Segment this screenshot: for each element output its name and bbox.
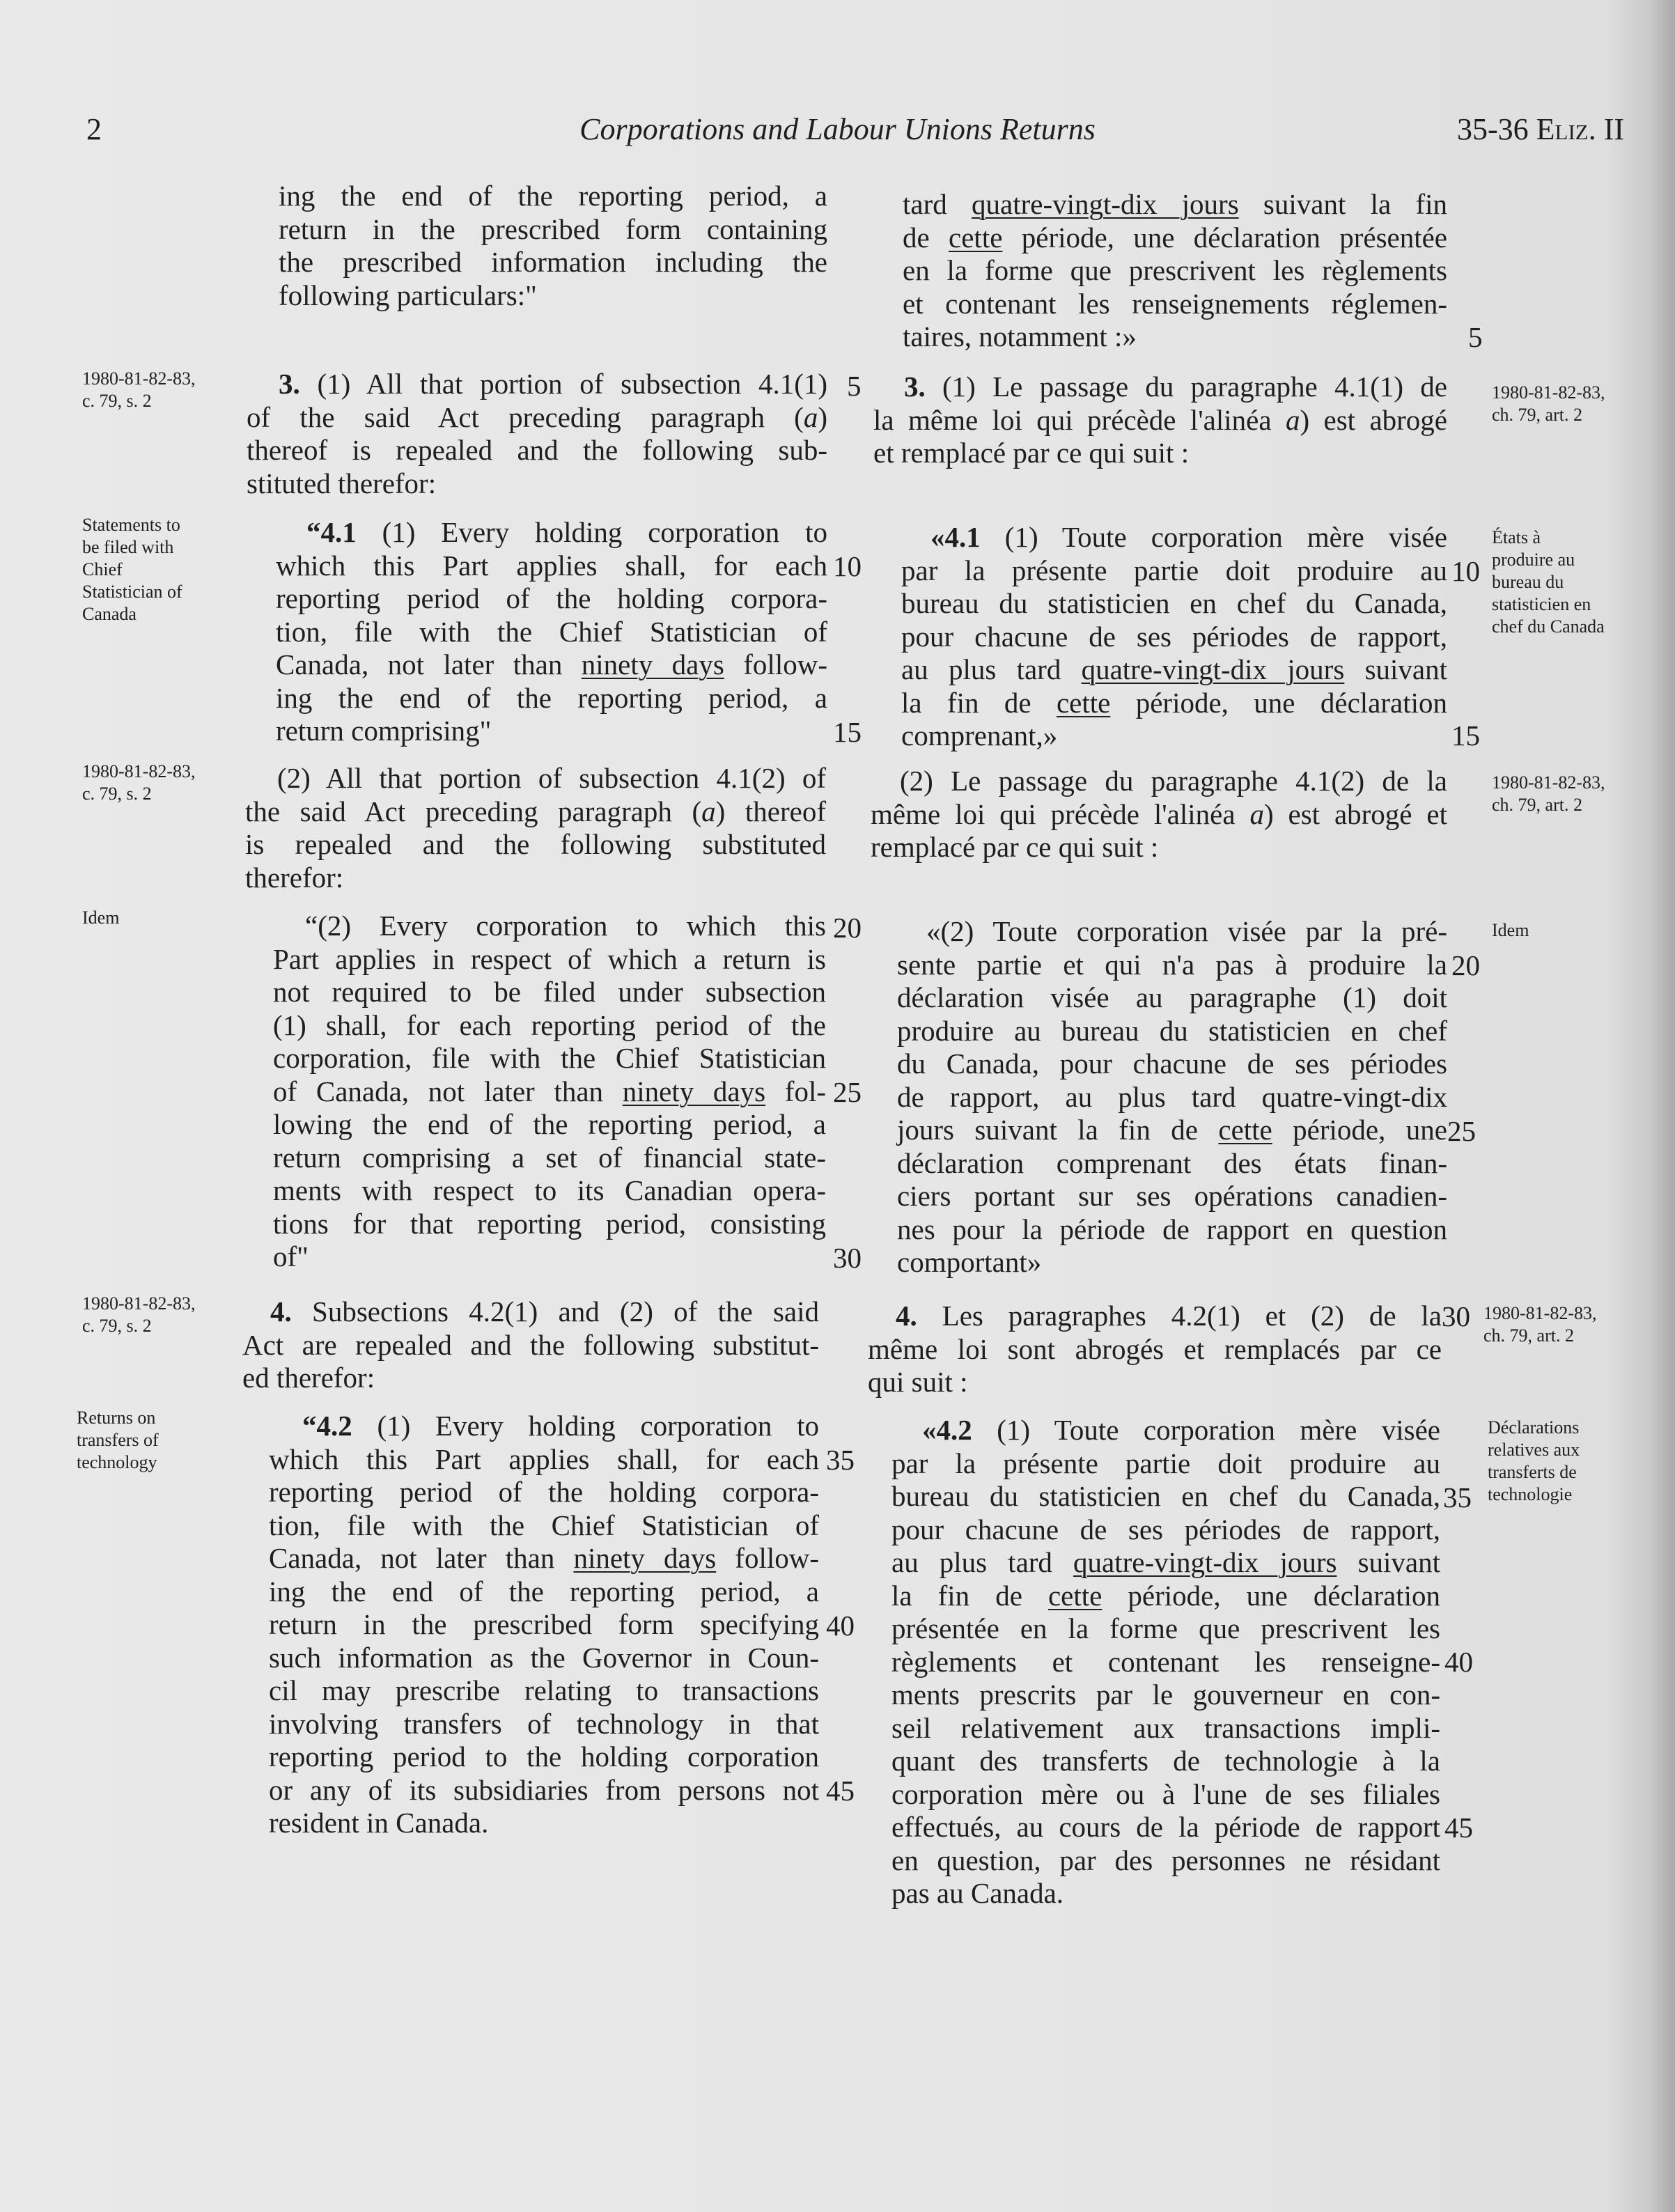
fr-section-4: 4. Les paragraphes 4.2(1) et (2) de la même loi sont abrogés et remplacés par ce qui suit :: [868, 1300, 1442, 1398]
fr-margin-note-4: 1980-81-82-83, ch. 79, art. 2: [1483, 1303, 1597, 1346]
line-number: 10: [1451, 555, 1480, 587]
line-number: 35: [826, 1444, 855, 1476]
running-title: Corporations and Labour Unions Returns: [579, 112, 1096, 146]
line-number: 20: [1451, 949, 1480, 981]
text-line: the prescribed information including the: [279, 246, 827, 278]
en-margin-note-4-1: Statements to be filed with Chief Statistician of Canada: [82, 515, 182, 624]
regnal-year: 35-36 Eliz. II: [1457, 112, 1625, 146]
fr-margin-note-4-1: États à produire au bureau du statisticien en chef du Canada: [1492, 527, 1605, 637]
en-intro-text: [279, 180, 827, 312]
section-number: «4.1: [930, 521, 981, 553]
text-line: ing the end of the reporting period, a: [279, 180, 827, 212]
fr-intro-text: tard quatre-vingt-dix jours suivant la fin de cette période, une déclaration présentée en la forme que prescrivent les règlements et contenant les renseignements réglemen- taires, notamment :»: [903, 188, 1448, 352]
line-number: 40: [826, 1610, 855, 1642]
fr-margin-note-3-1: 1980-81-82-83, ch. 79, art. 2: [1492, 382, 1605, 425]
line-number: 35: [1443, 1481, 1472, 1513]
en-section-4-1-2: “(2) Every corporation to which this Part applies in respect of which a return is not required to be filed under subsection (1) shall, for each reporting period of the corporation, file with the Chief Statistician of Canada, not later than ninety days fol- lowing the end of the reporting period, a return comprising a set of financial state- ments with respect to its Canadian opera- tions for that reporting period, consisting of": [273, 910, 827, 1272]
en-section-4: 4. Subsections 4.2(1) and (2) of the said Act are repealed and the following substitut- ed therefor:: [242, 1295, 819, 1394]
line-number: 45: [1444, 1812, 1473, 1844]
section-number: 4.: [270, 1295, 292, 1327]
line-number: 10: [833, 550, 862, 582]
en-section-4-2: “4.2 (1) Every holding corporation to which this Part applies shall, for each reporting period of the holding corpora- tion, file with the Chief Statistician of Canada, not later than ninety days follow- ing the end of the reporting period, a return in the prescribed form specifying such information as the Governor in Coun- cil may prescribe relating to transactions involving transfers of technology in that reporting period to the holding corporation or any of its subsidiaries from persons not resident in Canada.: [269, 1410, 819, 1839]
text-line: following particulars:": [279, 279, 537, 311]
fr-margin-note-3-2: 1980-81-82-83, ch. 79, art. 2: [1492, 772, 1605, 815]
line-number: 5: [1468, 321, 1483, 353]
text-line: thereof is repealed and the following sub-: [247, 434, 827, 466]
en-section-3-2: (2) All that portion of subsection 4.1(2) of the said Act preceding paragraph (a) thereof is repealed and the following substituted therefor:: [245, 762, 826, 894]
fr-section-4-2: «4.2 (1) Toute corporation mère visée par la présente partie doit produire au bureau du statisticien en chef du Canada, pour chacune de ses périodes de rapport, au plus tard quatre-vingt-dix jours suivant la fin de cette période, une déclaration présentée en la forme que prescrivent les règlements et contenant les renseigne- ments prescrits par le gouverneur en con- seil relativement aux transactions impli- quant des transferts de technologie à la corporation mère ou à l'une de ses filiales effectués, au cours de la période de rapport en question, par des personnes ne résidant pas au Canada.: [891, 1414, 1441, 1909]
line-number: 15: [833, 716, 862, 748]
en-margin-note-3-1: 1980-81-82-83, c. 79, s. 2: [82, 368, 196, 411]
en-section-3-1: 3. (1) All that portion of subsection 4.1(1) of the said Act preceding paragraph (a) thereof is repealed and the following sub- stituted therefor:: [247, 368, 828, 499]
text-line: return in the prescribed form containing: [279, 212, 827, 245]
en-margin-note-4: 1980-81-82-83, c. 79, s. 2: [82, 1293, 196, 1336]
line-number: 5: [847, 370, 862, 402]
section-number: 3.: [279, 368, 300, 400]
fr-section-3-2: (2) Le passage du paragraphe 4.1(2) de la même loi qui précède l'alinéa a) est abrogé et remplacé par ce qui suit :: [871, 765, 1447, 863]
en-margin-note-4-2: Returns on transfers of technology: [77, 1408, 159, 1472]
section-number: 3.: [904, 371, 926, 403]
fr-margin-note-4-2: Déclarations relatives aux transferts de technologie: [1488, 1417, 1580, 1504]
fr-section-4-1: «4.1 (1) Toute corporation mère visée par la présente partie doit produire au bureau du statisticien en chef du Canada, pour chacune de ses périodes de rapport, au plus tard quatre-vingt-dix jours suivant la fin de cette période, une déclaration comprenant,»: [901, 521, 1448, 751]
line-number: 15: [1451, 719, 1480, 751]
section-number: «4.2: [922, 1414, 972, 1446]
line-number: 20: [833, 912, 862, 944]
section-number: 4.: [896, 1300, 917, 1332]
line-number: 25: [1447, 1115, 1476, 1147]
text-line: stituted therefor:: [247, 467, 437, 499]
en-margin-note-idem: Idem: [82, 908, 120, 928]
en-section-4-1: “4.1 (1) Every holding corporation to which this Part applies shall, for each reporting period of the holding corpora- tion, file with the Chief Statistician of Canada, not later than ninety days follow- ing the end of the reporting period, a return comprising": [276, 516, 827, 747]
fr-margin-note-idem: Idem: [1492, 920, 1529, 940]
fr-section-4-1-2: «(2) Toute corporation visée par la pré- sente partie et qui n'a pas à produire la déclaration visée au paragraphe (1) doit produire au bureau du statisticien en chef du Canada, pour chacune de ses périodes de rapport, au plus tard quatre-vingt-dix jours suivant la fin de cette période, une déclaration comprenant des états finan- ciers portant sur ses opérations canadien- nes pour la période de rapport en question comportant»: [897, 915, 1447, 1278]
line-number: 45: [826, 1775, 855, 1807]
text-line: of the said Act preceding paragraph (a): [247, 400, 827, 433]
en-margin-note-3-2: 1980-81-82-83, c. 79, s. 2: [82, 761, 196, 804]
section-number: “4.1: [306, 516, 357, 548]
line-number: 40: [1444, 1646, 1473, 1678]
section-number: “4.2: [302, 1410, 352, 1442]
page-number: 2: [86, 112, 102, 146]
fr-section-3-1: 3. (1) Le passage du paragraphe 4.1(1) de la même loi qui précède l'alinéa a) est abrogé et remplacé par ce qui suit :: [873, 371, 1448, 469]
line-number: 30: [1442, 1300, 1470, 1332]
line-number: 25: [833, 1076, 862, 1108]
line-number: 30: [833, 1242, 862, 1274]
